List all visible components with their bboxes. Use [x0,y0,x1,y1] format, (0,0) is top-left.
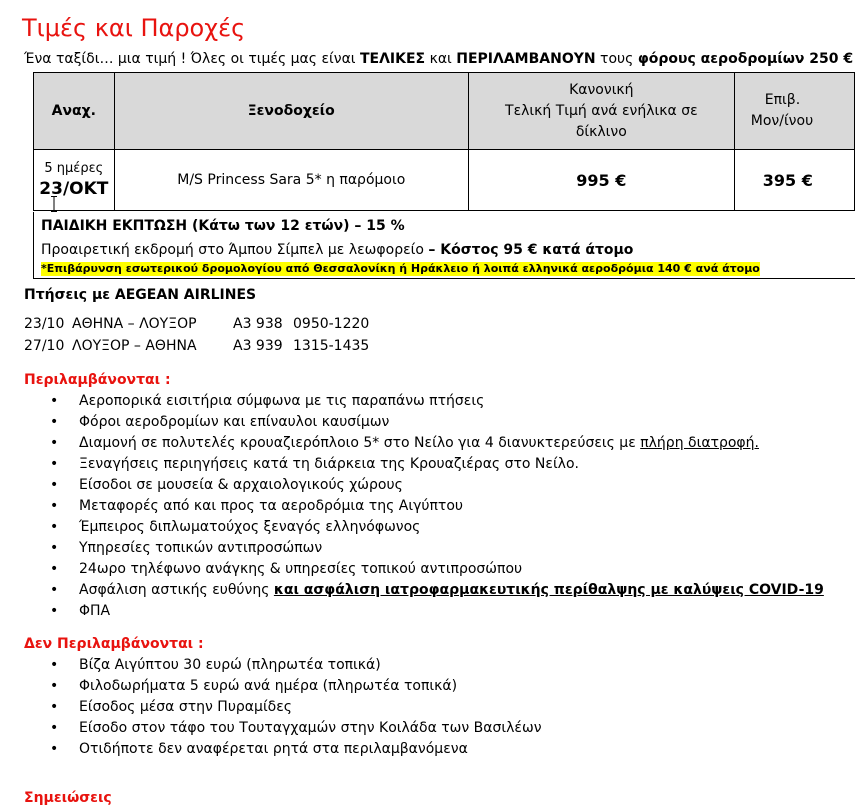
hotel-header: Ξενοδοχείο [114,73,468,150]
price-table [33,72,855,211]
list-item: • ΦΠΑ [0,601,824,622]
single-supplement-cell: 395 € [734,150,854,211]
list-item: • Είσοδο στον τάφο του Τουταγχαμών στην Κοιλάδα των Βασιλέων [0,718,542,739]
child-discount: ΠΑΙΔΙΚΗ ΕΚΠΤΩΣΗ (Κάτω των 12 ετών) – 15 % [41,218,405,234]
list-item: • Φόροι αεροδρομίων και επίναυλοι καυσίμων [0,412,824,433]
table-row [34,150,855,211]
list-item: • Οτιδήποτε δεν αναφέρεται ρητά στα περιλαμβανόμενα [0,739,542,760]
list-item: • Διαμονή σε πολυτελές κρουαζιερόπλοιο 5* στο Νείλο για 4 διανυκτερεύσεις με πλήρη διατροφή. [0,433,824,454]
not-included-title: Δεν Περιλαμβάνονται : [24,636,204,652]
departure-date: 23/ΟΚΤ [39,179,109,199]
price-cell: 995 € [468,150,734,211]
text-cursor-icon [51,196,57,212]
domestic-surcharge-note: *Επιβάρυνση εσωτερικού δρομολογίου από Θεσσαλονίκη ή Ηράκλειο ή λοιπά ελληνικά αεροδρόμια 140 € ανά άτομο [41,262,760,275]
included-list [0,391,824,622]
list-item: • Ασφάλιση αστικής ευθύνης και ασφάλιση ιατροφαρμακευτικής περίθαλψης με καλύψεις COVID-19 [0,580,824,601]
price-table-header [34,73,855,150]
hotel-cell: M/S Princess Sara 5* η παρόμοιο [114,150,468,211]
list-item: • Υπηρεσίες τοπικών αντιπροσώπων [0,538,824,559]
departure-header: Αναχ. [34,73,115,150]
page-title: Τιμές και Παροχές [22,14,246,42]
list-item: • Βίζα Αιγύπτου 30 ευρώ (πληρωτέα τοπικά) [0,655,542,676]
price-header: Κανονική Τελική Τιμή ανά ενήλικα σε δίκλινο [468,73,734,150]
optional-excursion: Προαιρετική εκδρομή στο Άμπου Σίμπελ με λεωφορείο – Κόστος 95 € κατά άτομο [41,242,634,258]
list-item: • 24ωρο τηλέφωνο ανάγκης & υπηρεσίες τοπικού αντιπροσώπου [0,559,824,580]
departure-cell [34,150,115,211]
subtitle: Ένα ταξίδι… μια τιμή ! Όλες οι τιμές μας είναι ΤΕΛΙΚΕΣ και ΠΕΡΙΛΑΜΒΑΝΟΥΝ τους φόρους αεροδρομίων 250 € [24,51,854,67]
duration: 5 ημέρες [44,161,104,176]
list-item: • Αεροπορικά εισιτήρια σύμφωνα με τις παραπάνω πτήσεις [0,391,824,412]
list-item: • Είσοδος μέσα στην Πυραμίδες [0,697,542,718]
included-title: Περιλαμβάνονται : [24,372,171,388]
list-item: • Ξεναγήσεις περιηγήσεις κατά τη διάρκεια της Κρουαζιέρας στο Νείλο. [0,454,824,475]
list-item: • Φιλοδωρήματα 5 ευρώ ανά ημέρα (πληρωτέα τοπικά) [0,676,542,697]
notes-title: Σημειώσεις [24,790,112,806]
flights-title: Πτήσεις με AEGEAN AIRLINES [24,287,257,303]
list-item: • Έμπειρος διπλωματούχος ξεναγός ελληνόφωνος [0,517,824,538]
list-item: • Μεταφορές από και προς τα αεροδρόμια της Αιγύπτου [0,496,824,517]
flight-row: 27/10 ΛΟΥΞΟΡ – ΑΘΗΝΑ A3 939 1315-1435 [24,338,370,354]
single-supplement-header: Επιβ. Μον/ίνου [734,73,854,150]
not-included-list [0,655,542,760]
flight-row: 23/10 ΑΘΗΝΑ – ΛΟΥΞΟΡ A3 938 0950-1220 [24,316,370,332]
list-item: • Είσοδοι σε μουσεία & αρχαιολογικούς χώρους [0,475,824,496]
